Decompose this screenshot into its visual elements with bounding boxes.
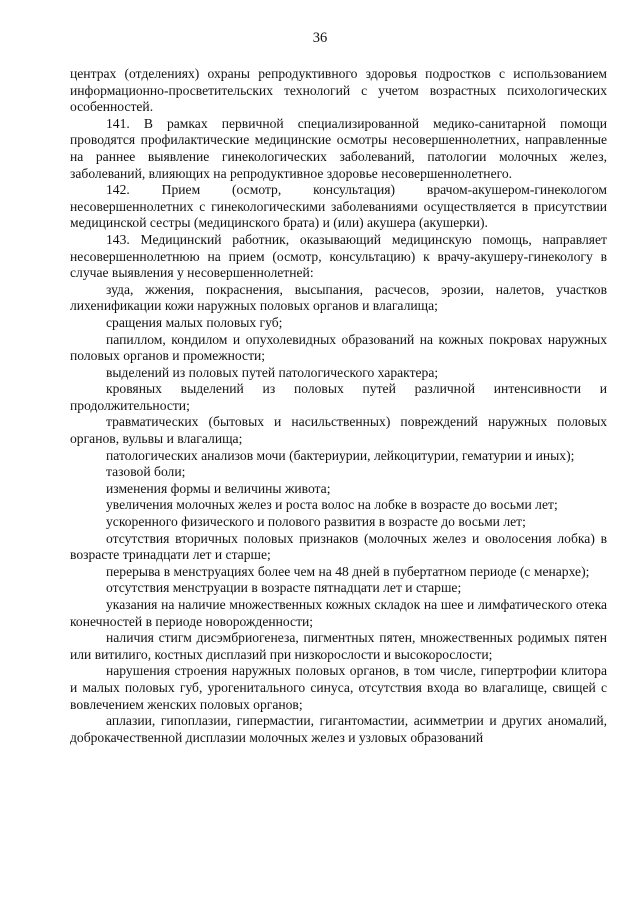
list-item: зуда, жжения, покраснения, высыпания, расчесов, эрозии, налетов, участков лихенификации кожи наружных половых органов и влагалища; (70, 281, 607, 314)
paragraph-continuation: центрах (отделениях) охраны репродуктивного здоровья подростков с использованием информационно-просветительских технологий с учетом возрастных психологических особенностей. (70, 66, 607, 115)
list-item: выделений из половых путей патологического характера; (106, 364, 439, 380)
list-item: наличия стигм дисэмбриогенеза, пигментных пятен, множественных родимых пятен или витилиго, костных дисплазий при низкорослости и высокорослости; (70, 630, 607, 662)
list-item: травматических (бытовых и насильственных) повреждений наружных половых органов, вульвы и влагалища; (70, 414, 607, 447)
paragraph-141: 141. В рамках первичной специализированной медико-санитарной помощи проводятся профилактические медицинские осмотры несовершеннолетних, направленные на раннее выявление гинекологических заболеваний, патологии молочных желез, заболеваний, влияющих на репродуктивное здоровье несовершеннолетнего. (70, 115, 607, 181)
page-number: 36 (312, 30, 328, 46)
list-item: сращения малых половых губ; (106, 314, 283, 330)
paragraph-142: 142. Прием (осмотр, консультация) врачом-акушером-гинекологом несовершеннолетних с гинекологическими заболеваниями осуществляется в присутствии медицинской сестры (медицинского брата) и (или) акушера (акушерки). (70, 182, 607, 231)
list-item: ускоренного физического и полового развития в возрасте до восьми лет; (106, 514, 526, 530)
document-body (70, 66, 607, 746)
list-item: изменения формы и величины живота; (106, 480, 331, 496)
list-item: указания на наличие множественных кожных складок на шее и лимфатического отека конечностей в периоде новорожденности; (70, 597, 607, 629)
list-item: нарушения строения наружных половых органов, в том числе, гипертрофии клитора и малых половых губ, урогенитального синуса, отсутствия входа во влагалище, свищей с вовлечением женских половых органов; (70, 663, 607, 712)
list-item: перерыва в менструациях более чем на 48 дней в пубертатном периоде (с менархе); (106, 563, 590, 579)
list-item: тазовой боли; (106, 464, 186, 480)
paragraph-143: 143. Медицинский работник, оказывающий медицинскую помощь, направляет несовершеннолетнюю на прием (осмотр, консультацию) к врачу-акушеру-гинекологу в случае выявления у несовершеннолетней: (70, 231, 607, 281)
list-item: кровяных выделений из половых путей различной интенсивности и продолжительности; (70, 381, 607, 413)
list-item: патологических анализов мочи (бактериурии, лейкоцитурии, гематурии и иных); (106, 447, 575, 463)
list-item: увеличения молочных желез и роста волос на лобке в возрасте до восьми лет; (106, 497, 558, 513)
list-item: отсутствия вторичных половых признаков (молочных желез и оволосения лобка) в возрасте тринадцати лет и старше; (70, 530, 607, 563)
list-item: аплазии, гипоплазии, гипермастии, гигантомастии, асимметрии и других аномалий, доброкачественной дисплазии молочных желез и узловых образований (70, 713, 607, 745)
list-item: папиллом, кондилом и опухолевидных образований на кожных покровах наружных половых органов и промежности; (70, 331, 607, 364)
list-item: отсутствия менструации в возрасте пятнадцати лет и старше; (106, 580, 462, 596)
